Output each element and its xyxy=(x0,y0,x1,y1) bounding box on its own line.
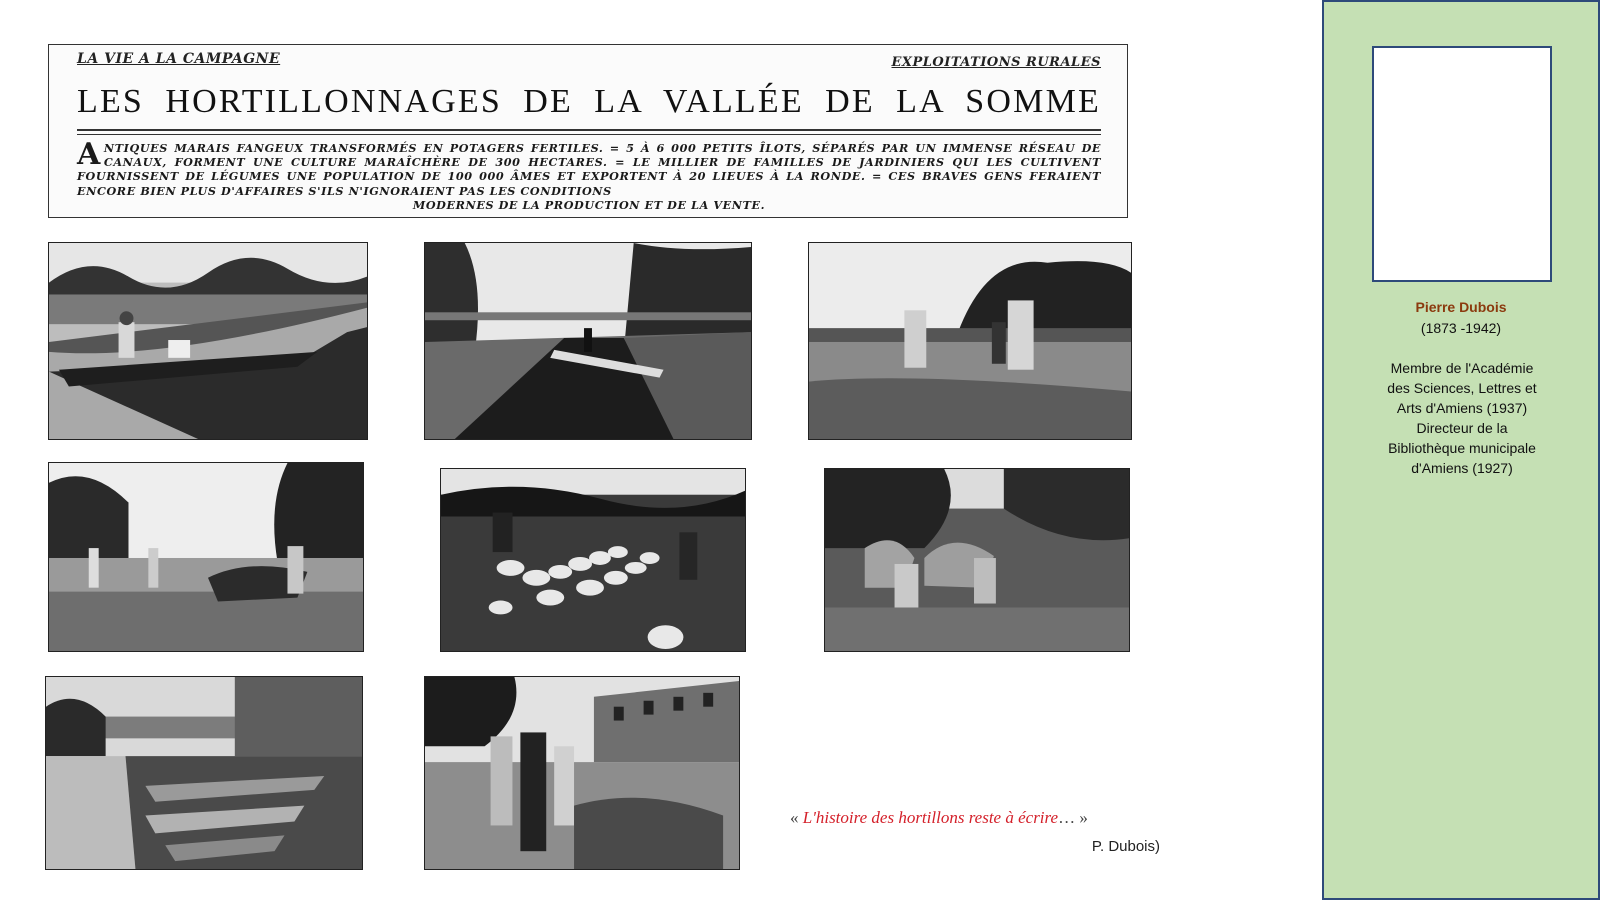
photo-boats-at-quay xyxy=(45,676,363,870)
bio-line: des Sciences, Lettres et xyxy=(1387,380,1537,396)
quote-block xyxy=(790,808,1088,828)
photo-harvest-bundles xyxy=(824,468,1130,652)
person-name: Pierre Dubois xyxy=(1415,299,1507,315)
quote-text: L'histoire des hortillons reste à écrire xyxy=(802,808,1059,827)
photo-women-in-field xyxy=(808,242,1132,440)
newspaper-header xyxy=(48,44,1128,218)
photo-gardeners-hoeing xyxy=(48,462,364,652)
person-bio xyxy=(1376,358,1548,478)
photo-boat-on-canal xyxy=(48,242,368,440)
lede-text: ANTIQUES MARAIS FANGEUX TRANSFORMÉS EN POTAGERS FERTILES. = 5 À 6 000 PETITS ÎLOTS, SÉPARÉS PAR UN IMMENSE RÉSEAU DE CANAUX, FORMENT UNE CULTURE MARAÎCHÈRE DE 300 HECTARES. = LE MILLIER DE FAMILLES DE JARDINIERS QUI LES CULTIVENT FOURNISSENT DE LÉGUMES UNE POPULATION DE 100 000 ÂMES ET EXPORTENT À 20 LIEUES À LA RONDE. = CES BRAVES GENS FERAIENT ENCORE BIEN PLUS D'AFFAIRES S'ILS N'IGNORAIENT PAS LES CONDITIONS xyxy=(77,137,1101,198)
article-headline: LES HORTILLONNAGES DE LA VALLÉE DE LA SOMME xyxy=(77,83,1101,120)
section-label-left: LA VIE A LA CAMPAGNE xyxy=(77,51,281,67)
bio-line: Membre de l'Académie xyxy=(1390,360,1534,376)
bio-line: d'Amiens (1927) xyxy=(1411,460,1513,476)
photo-vegetable-market xyxy=(424,676,740,870)
section-label-right: EXPLOITATIONS RURALES xyxy=(891,55,1101,70)
article-lede xyxy=(77,137,1101,212)
photo-barge-on-canal xyxy=(424,242,752,440)
quote-close-mark: » xyxy=(1079,808,1088,827)
portrait-placeholder xyxy=(1372,46,1552,282)
photo-cabbage-field xyxy=(440,468,746,652)
header-rule-thin xyxy=(77,134,1101,135)
biography-sidebar xyxy=(1322,0,1600,900)
quote-open-mark: « xyxy=(790,808,799,827)
lede-last-line: MODERNES DE LA PRODUCTION ET DE LA VENTE. xyxy=(412,197,766,212)
bio-line: Arts d'Amiens (1937) xyxy=(1396,400,1528,416)
header-rule xyxy=(77,129,1101,131)
quote-ellipsis: … xyxy=(1058,808,1076,827)
bio-line: Bibliothèque municipale xyxy=(1388,440,1536,456)
bio-line: Directeur de la xyxy=(1416,420,1508,436)
quote-attribution: P. Dubois) xyxy=(1091,838,1160,855)
person-dates: (1873 -1942) xyxy=(1420,320,1502,336)
